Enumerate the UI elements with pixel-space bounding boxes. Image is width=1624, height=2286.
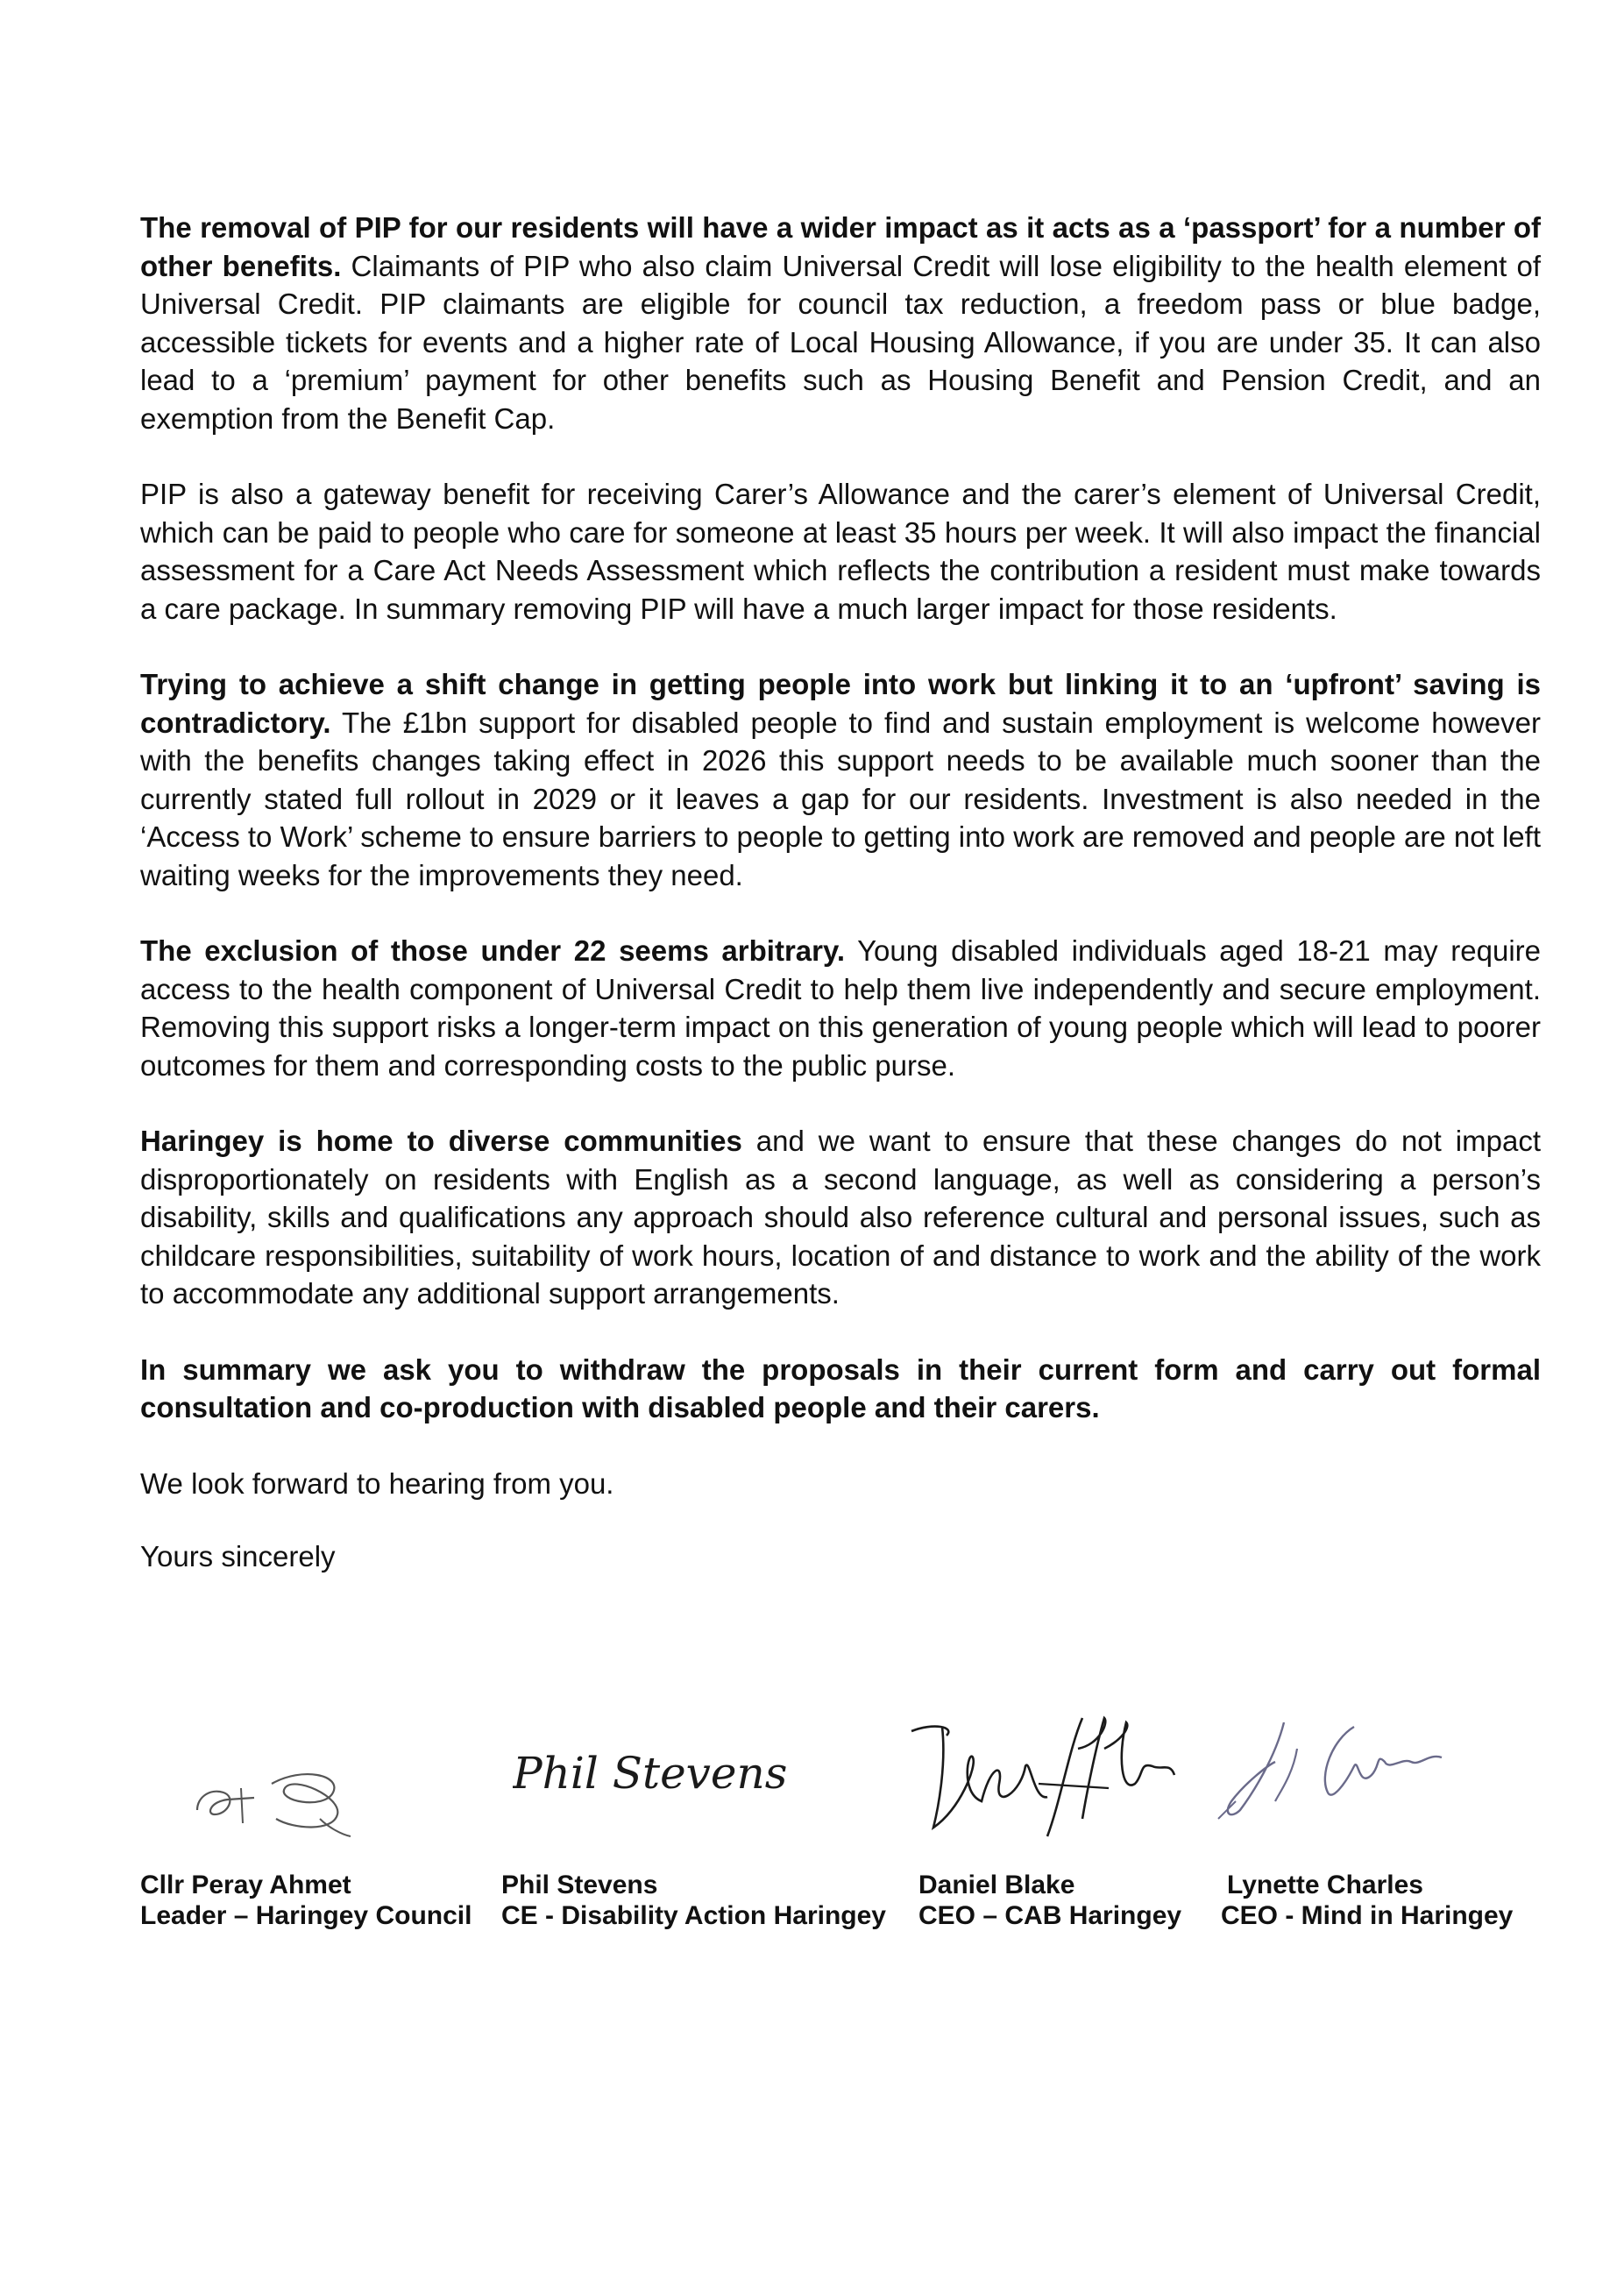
paragraph-pip-gateway	[140, 475, 1541, 628]
signature-daniel-blake	[907, 1714, 1214, 1849]
signatory-name: Cllr Peray Ahmet	[140, 1871, 351, 1899]
signature-peray-ahmet	[188, 1749, 355, 1849]
signatory-role: CEO - Mind in Haringey	[1221, 1901, 1514, 1930]
paragraph-text: and we want to ensure that these changes do not impact disproportionately on residents with English as a second language, as well as considering a person’s disability, skills and qualifications any approach should also reference cultural and personal issues, such as childcare responsibilities, suitability of work hours, location of and distance to work and the ability of the work to accommodate any additional support arrangements.	[140, 1125, 1541, 1310]
signature-lynette-charles	[1214, 1714, 1468, 1832]
summary-request: In summary we ask you to withdraw the proposals in their current form and carry out formal consultation and co-production with disabled people and their carers.	[140, 1352, 1541, 1423]
signature-phil-stevens	[513, 1740, 793, 1814]
paragraph-under-22	[140, 932, 1541, 1084]
paragraph-lead: The exclusion of those under 22 seems arbitrary.	[140, 934, 846, 967]
signatory-role: Leader – Haringey Council	[140, 1901, 472, 1930]
paragraph-text: Young disabled individuals aged 18-21 may require access to the health component of Universal Credit to help them live independently and secure employment. Removing this support risks a longer-term impact on this generation of young people which will lead to poorer outcomes for them and corresponding costs to the public purse.	[140, 934, 1542, 1082]
paragraph-diverse-communities	[140, 1122, 1541, 1313]
signatory-name: Phil Stevens	[501, 1871, 658, 1899]
paragraph-lead: Haringey is home to diverse communities	[140, 1125, 742, 1157]
paragraph-lead: The removal of PIP for our residents will have a wider impact as it acts as a ‘passport’ for a number of other benefits.	[140, 211, 1541, 282]
paragraph-text: PIP is also a gateway benefit for receiving Carer’s Allowance and the carer’s element of Universal Credit, which can be paid to people who care for someone at least 35 hours per week. It will also impact the financial assessment for a Care Act Needs Assessment which reflects the contribution a resident must make towards a care package. In summary removing PIP will have a much larger impact for those residents.	[140, 478, 1541, 625]
letter-body	[140, 209, 1541, 1611]
signatory-name: Daniel Blake	[918, 1871, 1075, 1899]
svg-text:Phil Stevens: Phil Stevens	[513, 1748, 788, 1799]
sign-off: Yours sincerely	[140, 1540, 336, 1573]
paragraph-text: The £1bn support for disabled people to find and sustain employment is welcome however with the benefits changes taking effect in 2026 this support needs to be available much sooner than the currently stated full rollout in 2029 or it leaves a gap for our residents. Investment is also needed in the ‘Access to Work’ scheme to ensure barriers to people to getting into work are removed and people are not left waiting weeks for the improvements they need.	[140, 706, 1541, 891]
signatory-role: CE - Disability Action Haringey	[501, 1901, 886, 1930]
paragraph-pip-passport	[140, 209, 1541, 437]
paragraph-text: Claimants of PIP who also claim Universal Credit will lose eligibility to the health element of Universal Credit. PIP claimants are eligible for council tax reduction, a freedom pass or blue badge, accessible tickets for events and a higher rate of Local Housing Allowance, if you are under 35. It can also lead to a ‘premium’ payment for other benefits such as Housing Benefit and Pension Credit, and an exemption from the Benefit Cap.	[140, 249, 1542, 435]
signatory-name: Lynette Charles	[1227, 1871, 1423, 1899]
signatory-role: CEO – CAB Haringey	[918, 1901, 1182, 1930]
paragraph-shift-change	[140, 665, 1541, 894]
paragraph-lead: Trying to achieve a shift change in getting people into work but linking it to an ‘upfront’ saving is contradictory.	[140, 668, 1541, 739]
closing-line: We look forward to hearing from you.	[140, 1466, 614, 1500]
